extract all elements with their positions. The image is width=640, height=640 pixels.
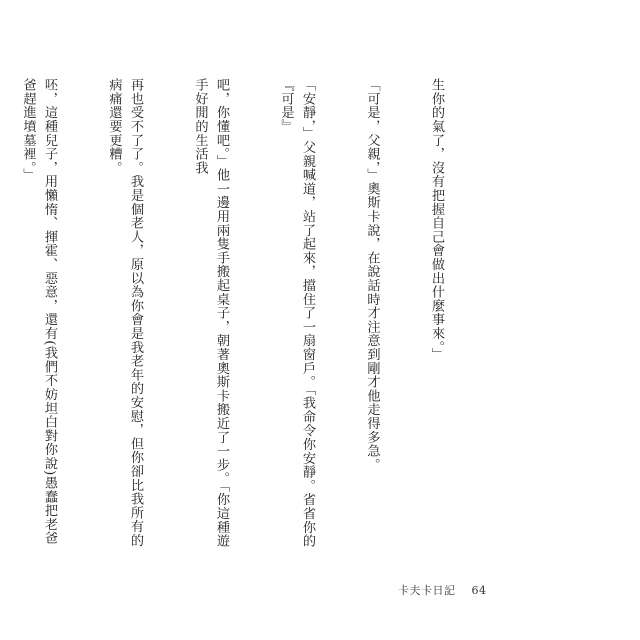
- text-column: 「可是，父親，」奧斯卡說，在說話時才注意到剛才他走得多急。: [364, 78, 380, 472]
- page-number: 64: [471, 584, 487, 597]
- text-column: 吧，你懂吧。」他一邊用兩隻手搬起桌子，朝著奧斯卡搬近了一步。「你這種遊手好閒的生活我: [192, 78, 229, 548]
- text-column: 「安靜，」父親喊道，站了起來，擋住了一扇窗戶。「我命令你安靜。省省你的『可是』: [278, 78, 315, 548]
- running-title: 卡夫卡日記: [398, 584, 456, 597]
- text-column: 再也受不了了。我是個老人，原以為你會是我老年的安慰，但你卻比我所有的病痛還要更糟。: [106, 78, 143, 548]
- text-column: 生你的氣了，沒有把握自己會做出什麼事來。」: [429, 78, 444, 362]
- text-column: 呸，這種兒子，用懶惰、揮霍、惡意，還有(我們不妨坦白對你說)愚蠢把老爸爸趕進墳墓裡。」: [20, 78, 57, 545]
- page-footer: [398, 582, 487, 598]
- vertical-text-body: [20, 78, 490, 556]
